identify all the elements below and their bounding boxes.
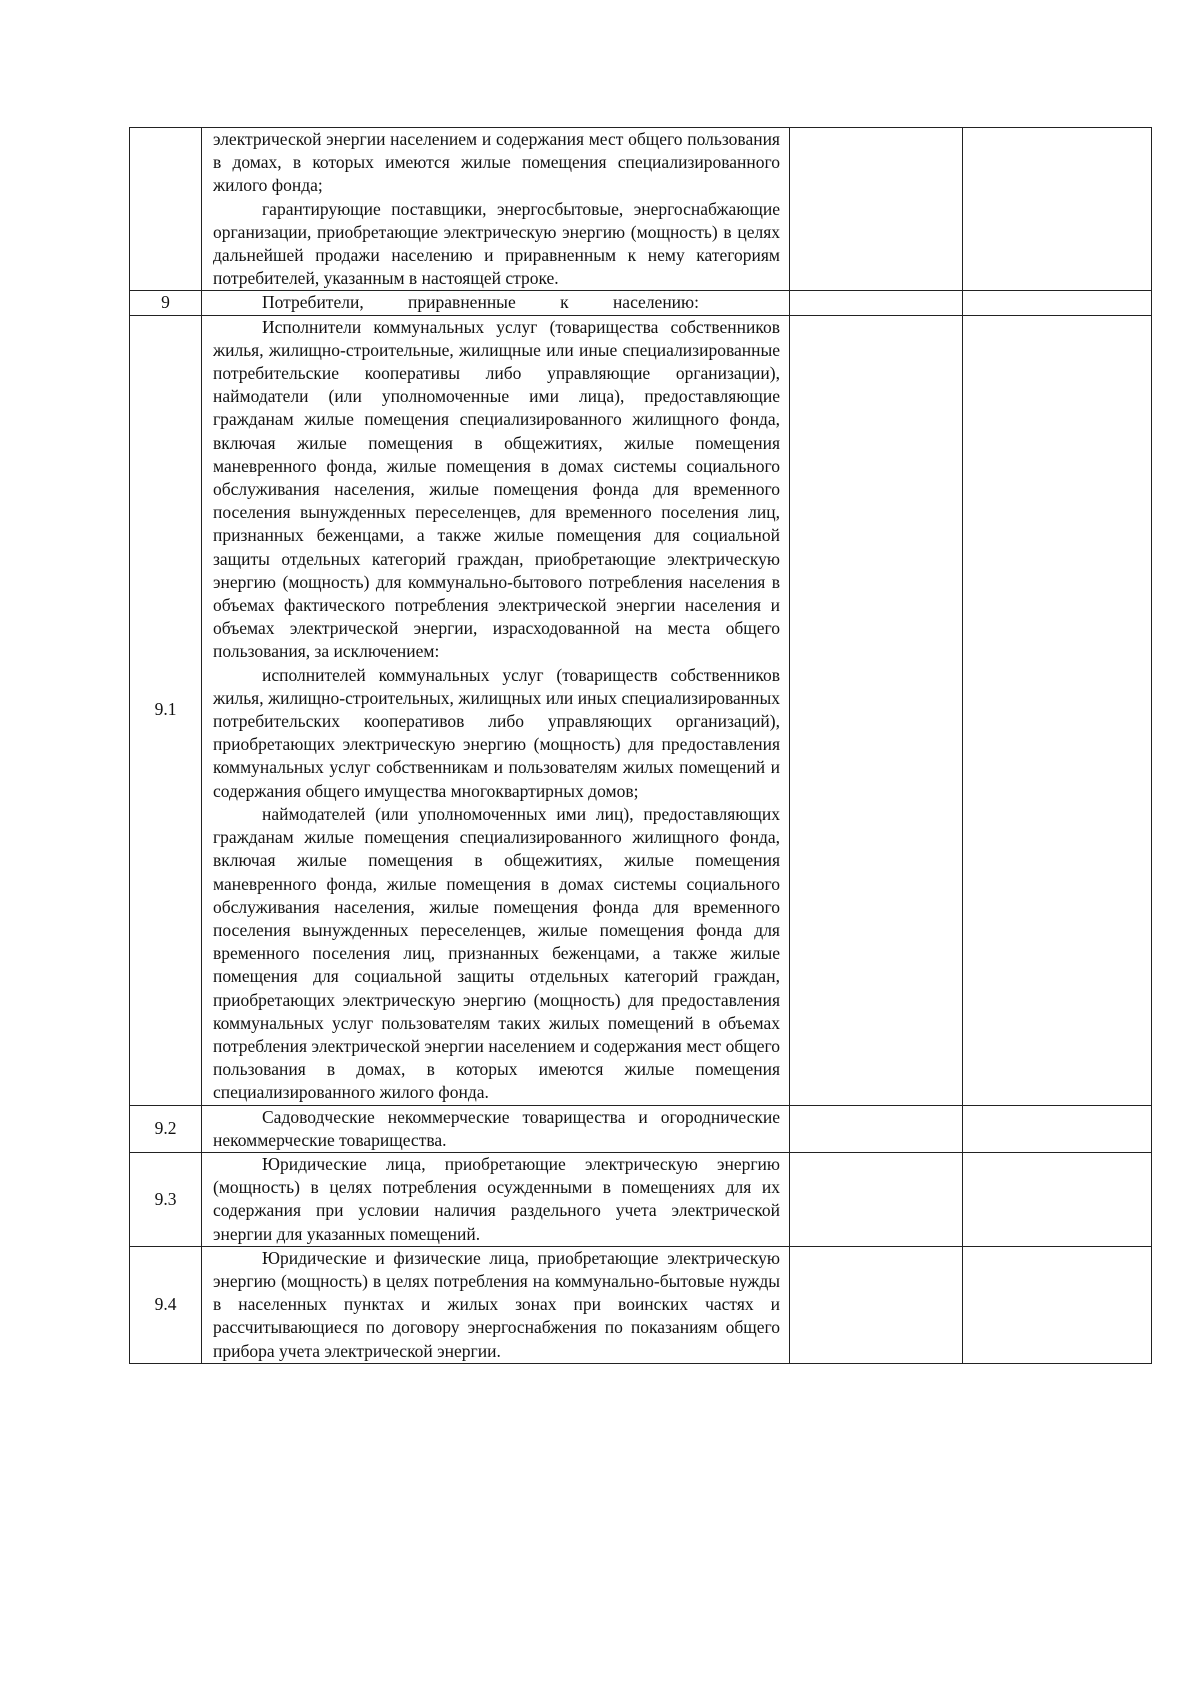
paragraph: исполнителей коммунальных услуг (товариществ собственников жилья, жилищно-строительных, жилищных или иных специализированных потребительских кооперативов либо управляющих организаций), приобретающих электрическую энергию (мощность) для предоставления коммунальных услуг собственникам и пользователям жилых помещений и содержания общего имущества многоквартирных домов; [213,664,780,801]
row-number: 9.2 [130,1105,202,1152]
table-row [130,1246,1152,1363]
empty-cell [790,1246,963,1363]
consumer-category-table [129,127,1152,1364]
row-number [130,128,202,291]
paragraph: Потребители, приравненные к населению: [262,292,699,313]
row-description [202,1152,790,1246]
empty-cell [963,128,1152,291]
empty-cell [790,315,963,1105]
empty-cell [790,1152,963,1246]
row-number: 9.1 [130,315,202,1105]
empty-cell [790,128,963,291]
table-row [130,128,1152,291]
row-description [202,128,790,291]
empty-cell [790,291,963,315]
row-description [202,1246,790,1363]
table-row [130,315,1152,1105]
paragraph: электрической энергии населением и содержания мест общего пользования в домах, в которых имеются жилые помещения специализированного жилого фонда; [213,129,780,196]
table-row [130,1152,1152,1246]
paragraph: гарантирующие поставщики, энергосбытовые, энергоснабжающие организации, приобретающие электрическую энергию (мощность) в целях дальнейшей продажи населению и приравненным к нему категориям потребителей, указанным в настоящей строке. [213,198,780,289]
row-description [202,291,790,315]
row-description [202,1105,790,1152]
paragraph: наймодателей (или уполномоченных ими лиц), предоставляющих гражданам жилые помещения специализированного жилищного фонда, включая жилые помещения в общежитиях, жилые помещения маневренного фонда, жилые помещения в домах системы социального обслуживания населения, жилые помещения фонда для временного поселения вынужденных переселенцев, жилые помещения фонда для временного поселения лиц, признанных беженцами, а также жилые помещения для социальной защиты отдельных категорий граждан, приобретающих электрическую энергию (мощность) для предоставления коммунальных услуг пользователям таких жилых помещений в объемах потребления электрической энергии населением и содержания мест общего пользования в домах, в которых имеются жилые помещения специализированного жилого фонда. [213,803,780,1103]
paragraph: Садоводческие некоммерческие товарищества и огороднические некоммерческие товарищества. [213,1106,780,1150]
paragraph: Юридические лица, приобретающие электрическую энергию (мощность) в целях потребления осужденными в помещениях для их содержания при условии наличия раздельного учета электрической энергии для указанных помещений. [213,1153,780,1244]
empty-cell [963,1105,1152,1152]
empty-cell [963,1246,1152,1363]
empty-cell [790,1105,963,1152]
paragraph: Исполнители коммунальных услуг (товарищества собственников жилья, жилищно-строительные, жилищные или иные специализированные потребительские кооперативы либо управляющие организации), наймодатели (или уполномоченные ими лица), предоставляющие гражданам жилые помещения специализированного жилищного фонда, включая жилые помещения в общежитиях, жилые помещения маневренного фонда, жилые помещения в домах системы социального обслуживания населения, жилые помещения фонда для временного поселения вынужденных переселенцев, для временного поселения лиц, признанных беженцами, а также жилые помещения для социальной защиты отдельных категорий граждан, приобретающие электрическую энергию (мощность) для коммунально-бытового потребления населения в объемах фактического потребления электрической энергии населения и объемах электрической энергии, израсходованной на места общего пользования, за исключением: [213,316,780,662]
row-number: 9.3 [130,1152,202,1246]
row-description [202,315,790,1105]
table-row [130,291,1152,315]
row-number: 9 [130,291,202,315]
paragraph: Юридические и физические лица, приобретающие электрическую энергию (мощность) в целях потребления на коммунально-бытовые нужды в населенных пунктах и жилых зонах при воинских частях и рассчитывающиеся по договору энергоснабжения по показаниям общего прибора учета электрической энергии. [213,1247,780,1361]
row-number: 9.4 [130,1246,202,1363]
empty-cell [963,315,1152,1105]
table-row [130,1105,1152,1152]
empty-cell [963,1152,1152,1246]
empty-cell [963,291,1152,315]
